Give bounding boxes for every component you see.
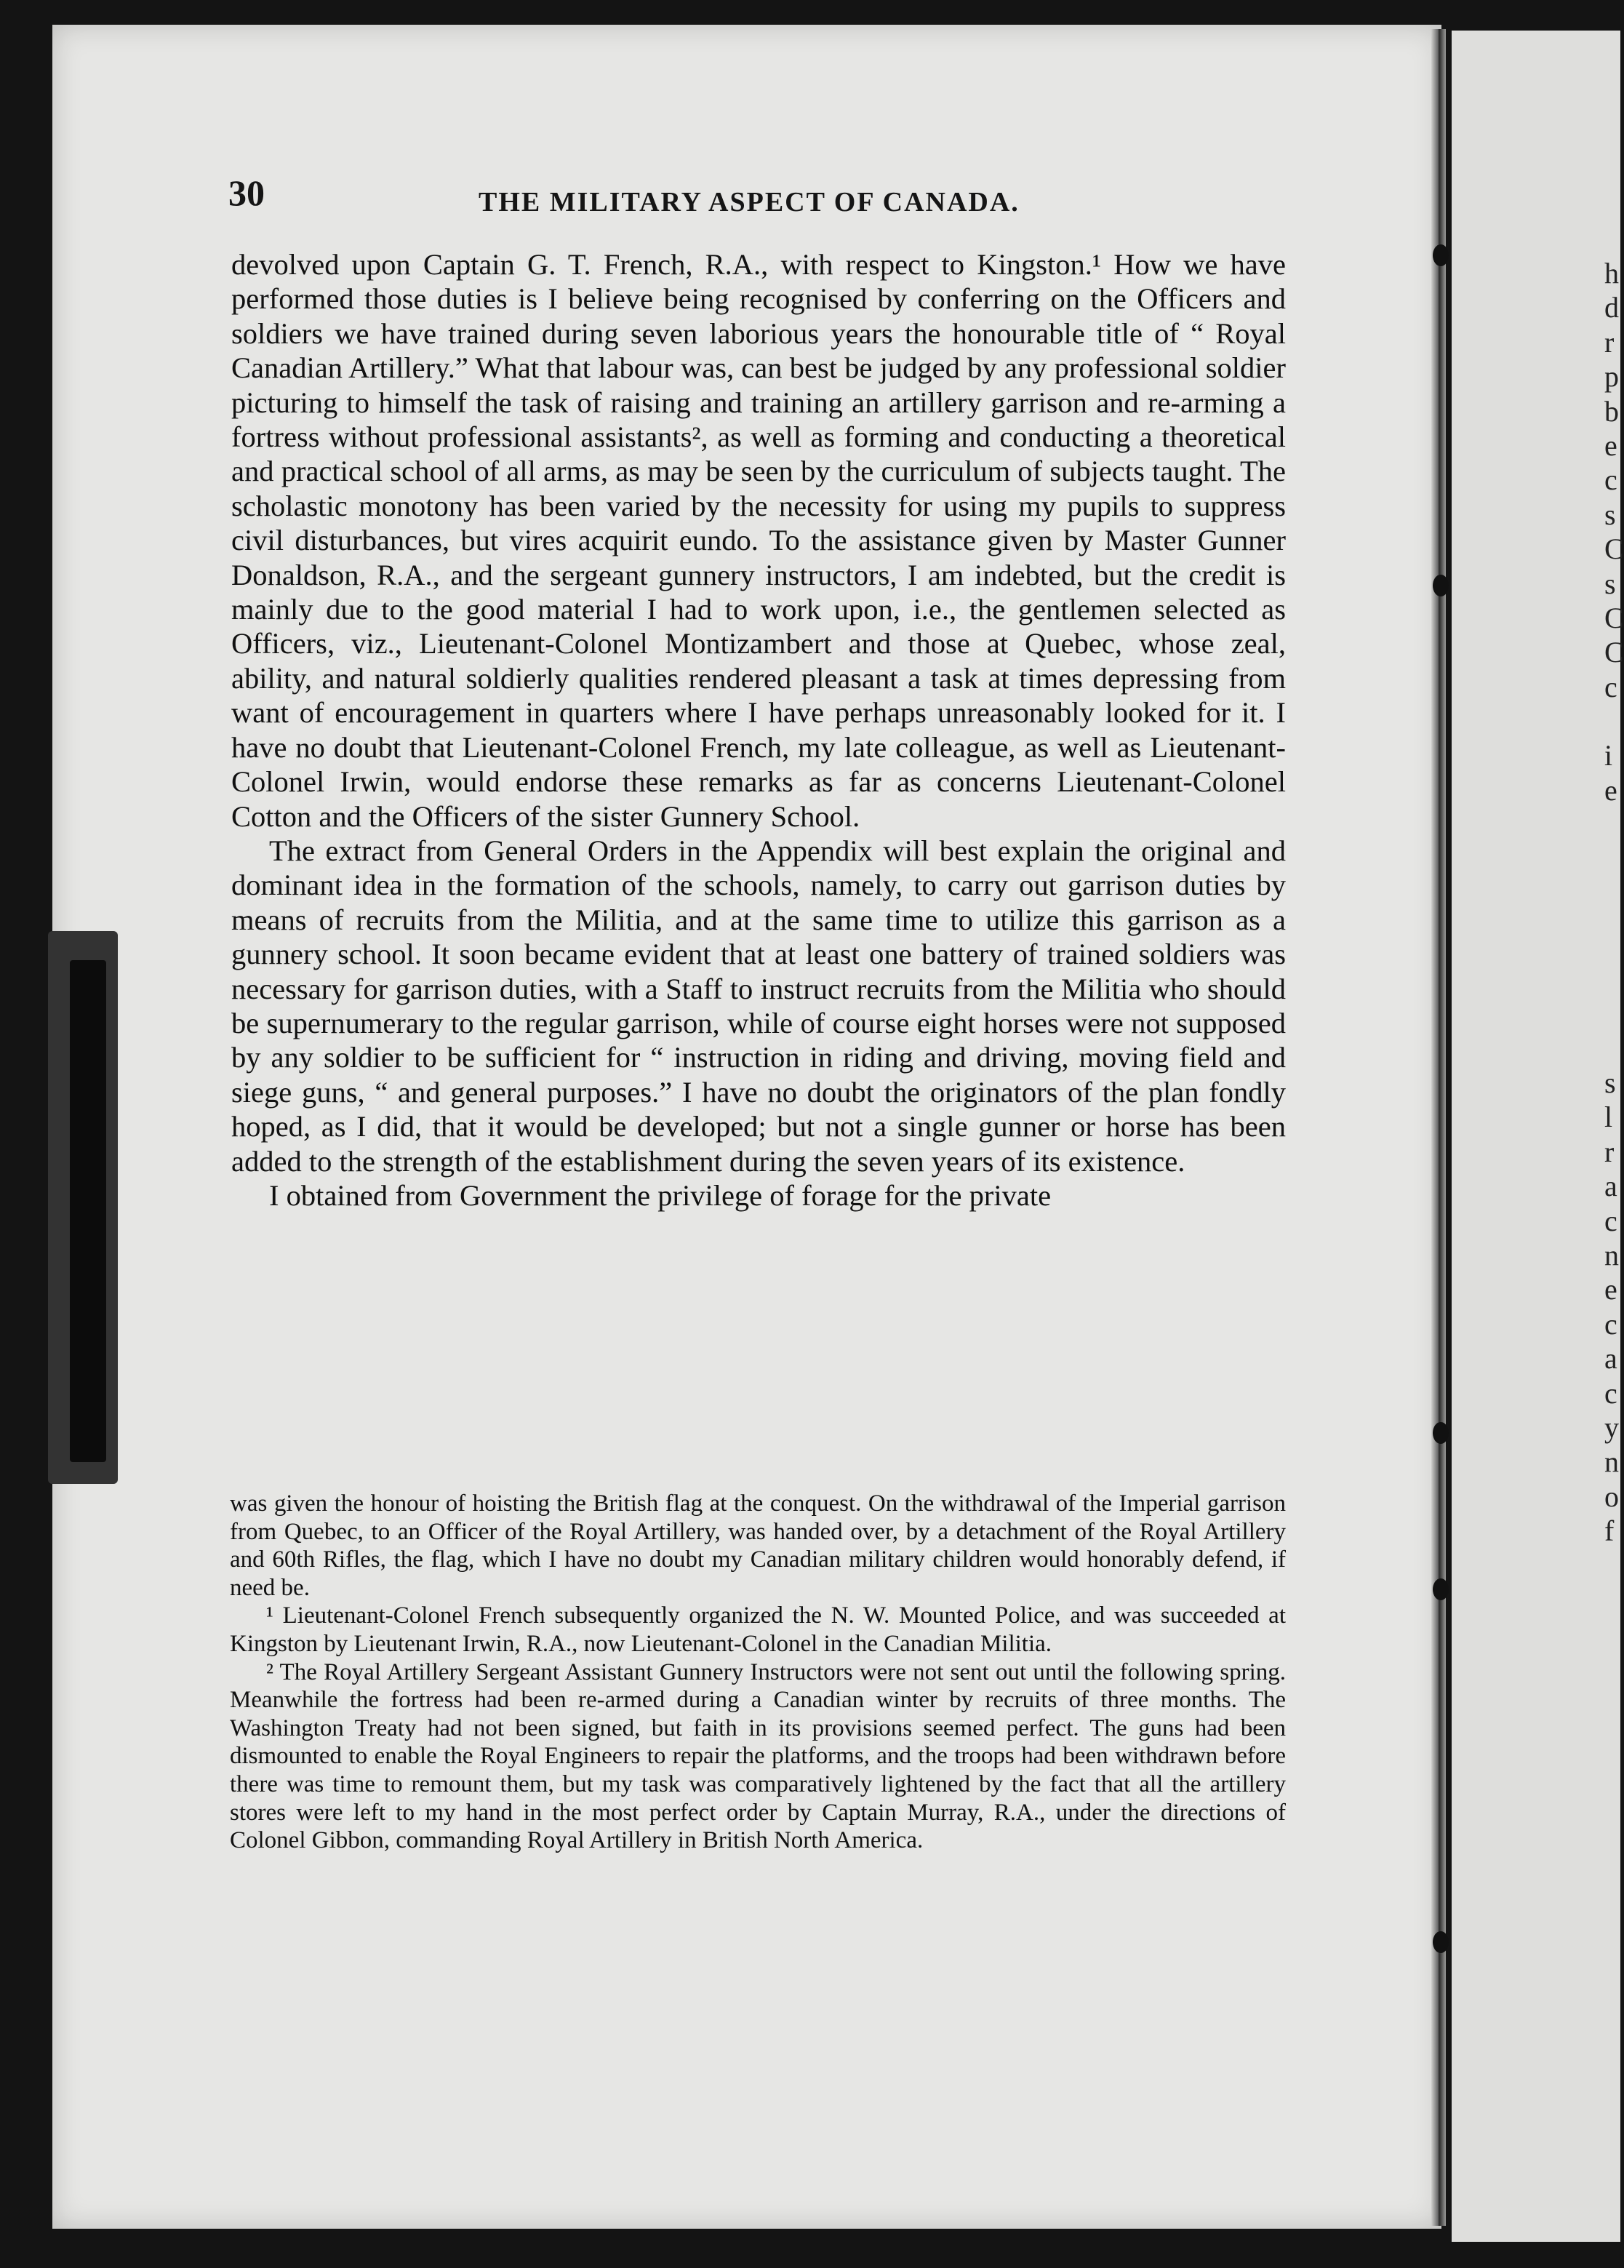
binding-stitch [1433,1422,1449,1444]
binding-stitch [1433,1578,1449,1600]
binding-stitch [1433,244,1449,266]
facing-page-text-lower: s l r a c n e c a c y n o f [1604,1066,1619,1548]
body-paragraph-3: I obtained from Government the privilege of forage for the private [269,1178,1052,1212]
book-gutter [1431,29,1446,2226]
facing-page [1452,31,1624,2242]
footnote-continuation: was given the honour of hoisting the British flag at the conquest. On the withdrawal of the Imperial garrison from Quebec, to an Officer of the Royal Artillery, was handed over, by a detachment of the Royal Artillery and 60th Rifles, the flag, which I have no doubt my Canadian military children would honorably defend, if need be. [230,1490,1286,1601]
page-tab-marker-inner [70,960,106,1462]
page-number: 30 [228,172,265,213]
facing-page-text-upper: h d r p b e c s C s C C c i e [1604,257,1624,807]
main-text [231,247,1286,1213]
body-paragraph-2: The extract from General Orders in the Appendix will best explain the original and dominant idea in the formation of the schools, namely, to carry out garrison duties by means of recruits from the Militia, and at the same time to utilize this garrison as a gunnery school. It soon became evident that at least one battery of trained soldiers was necessary for garrison duties, with a Staff to instruct recruits from the Militia who should be supernumerary to the regular garrison, while of course eight horses were not supposed by any soldier to be sufficient for “ instruction in riding and driving, moving field and siege guns, “ and general purposes.” I have no doubt the originators of the plan fondly hoped, as I did, that it would be developed; but not a single gunner or horse has been added to the strength of the establishment during the seven years of its existence. [231,834,1286,1178]
footnote-1: ¹ Lieutenant-Colonel French subsequently organized the N. W. Mounted Police, and was succeeded at Kingston by Lieutenant Irwin, R.A., now Lieutenant-Colonel in the Canadian Militia. [230,1602,1286,1657]
binding-stitch [1433,1931,1449,1953]
footnote-2: ² The Royal Artillery Sergeant Assistant Gunnery Instructors were not sent out until the following spring. Meanwhile the fortress had been re-armed during a Canadian winter by recruits of three months. The Washington Treaty had not been signed, but faith in its provisions seemed perfect. The guns had been dismounted to enable the Royal Engineers to repair the platforms, and the troops had been withdrawn before there was time to remount them, but my task was comparatively lightened by the fact that all the artillery stores were left to my hand in the most perfect order by Captain Murray, R.A., under the directions of Colonel Gibbon, commanding Royal Artillery in British North America. [230,1658,1286,1854]
footnotes [230,1490,1286,1855]
body-paragraph-1: devolved upon Captain G. T. French, R.A., with respect to Kingston.¹ How we have performed those duties is I believe being recognised by conferring on the Officers and soldiers we have trained during seven laborious years the honourable title of “ Royal Canadian Artillery.” What that labour was, can best be judged by any professional soldier picturing to himself the task of raising and training an artillery garrison and re-arming a fortress without professional assistants², as well as forming and conducting a theoretical and practical school of all arms, as may be seen by the curriculum of subjects taught. The scholastic monotony has been varied by the necessity for using my pupils to suppress civil disturbances, but vires acquirit eundo. To the assistance given by Master Gunner Donaldson, R.A., and the sergeant gunnery instructors, I am indebted, but the credit is mainly due to the good material I had to work upon, i.e., the gentlemen selected as Officers, viz., Lieutenant-Colonel Montizambert and those at Quebec, whose zeal, ability, and natural soldierly qualities rendered pleasant a task at times depressing from want of encouragement in quarters where I have perhaps unreasonably looked for it. I have no doubt that Lieutenant-Colonel French, my late colleague, as well as Lieutenant-Colonel Irwin, would endorse these remarks as far as concerns Lieutenant-Colonel Cotton and the Officers of the sister Gunnery School. [231,248,1286,833]
binding-stitch [1433,575,1449,596]
running-head-title: THE MILITARY ASPECT OF CANADA. [479,187,1020,217]
